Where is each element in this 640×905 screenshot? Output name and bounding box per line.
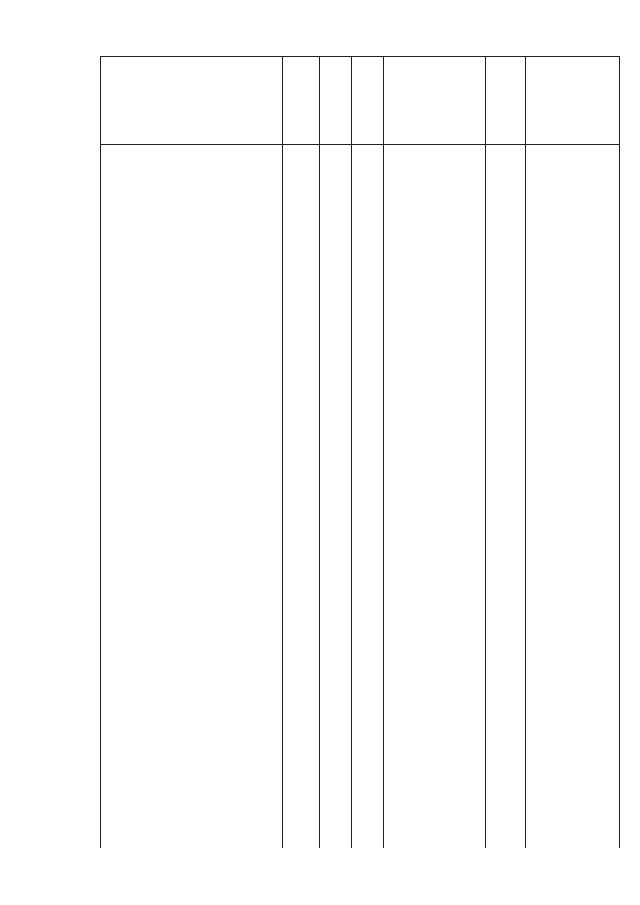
header-gruppa (486, 56, 525, 144)
table-border-left (100, 56, 101, 848)
column-divider (282, 56, 283, 848)
header-name (100, 56, 282, 144)
header-summa (526, 56, 619, 144)
header-celevaya (384, 56, 485, 144)
column-divider (383, 56, 384, 848)
header-divider (100, 144, 620, 145)
header-vedomstvo (283, 56, 319, 144)
table-border-right (619, 56, 620, 848)
column-divider (319, 56, 320, 848)
header-podrazdel (352, 56, 383, 144)
column-divider (485, 56, 486, 848)
budget-table (100, 56, 620, 848)
column-divider (351, 56, 352, 848)
header-razdel (320, 56, 351, 144)
column-divider (525, 56, 526, 848)
